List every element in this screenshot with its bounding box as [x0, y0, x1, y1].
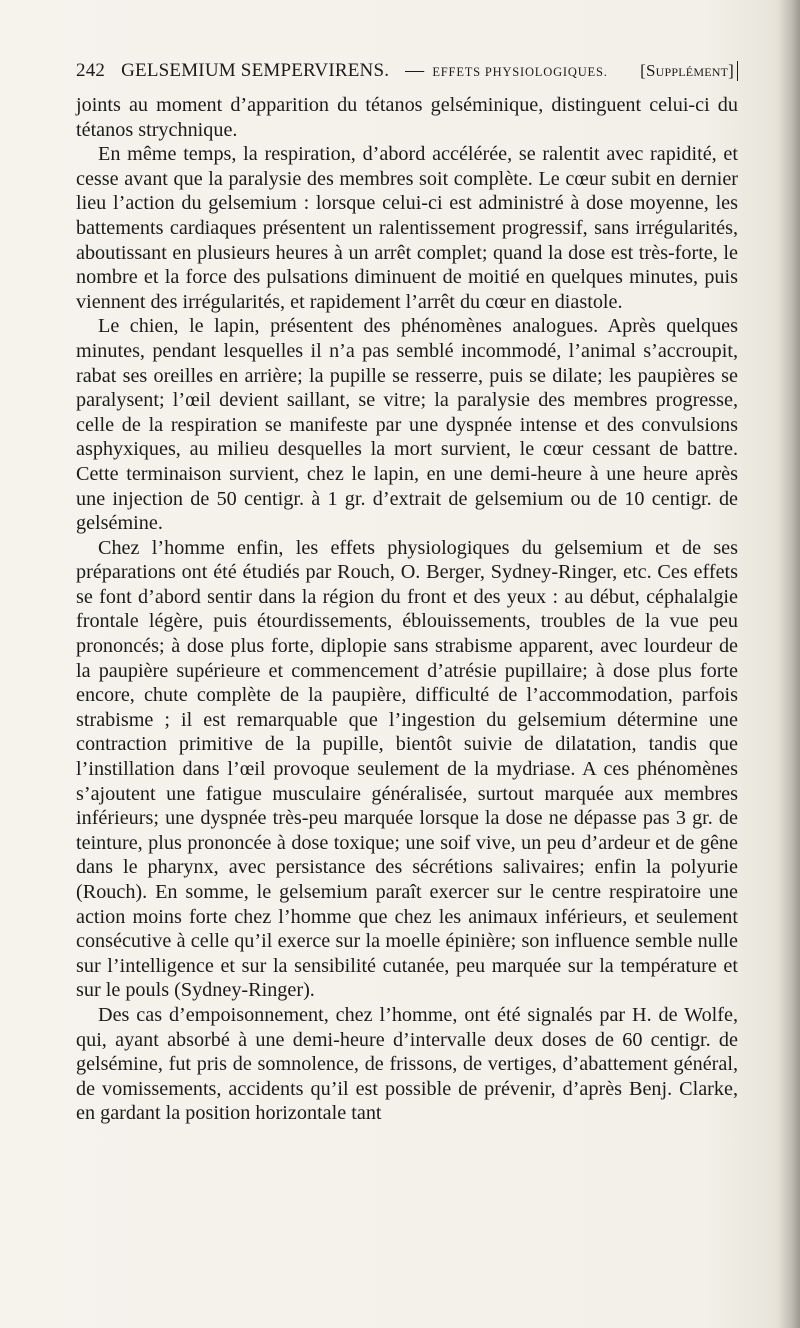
page-number: 242 — [76, 60, 106, 81]
header-dash: — — [405, 60, 425, 81]
paragraph: Chez l’homme enfin, les effets physiologiques du gelsemium et de ses préparations ont été étudiés par Rouch, O. Berger, Sydney-Ringer, etc. Ces effets se font d’abord sentir dans la région du front et des yeux : au début, céphalalgie frontale légère, puis étourdissements, éblouissements, troubles de la vue peu prononcés; à dose plus forte, diplopie sans strabisme apparent, avec lourdeur de la paupière supérieure et commencement d’atrésie pupillaire; à dose plus forte encore, chute complète de la paupière, difficulté de l’accommodation, parfois strabisme ; il est remarquable que l’ingestion du gelsemium détermine une contraction primitive de la pupille, bientôt suivie de dilatation, tandis que l’instillation dans l’œil provoque seulement de la mydriase. A ces phénomènes s’ajoutent une fatigue musculaire généralisée, surtout marquée aux membres inférieurs; une dyspnée très-peu marquée lorsque la dose ne dépasse pas 3 gr. de teinture, plus prononcée à dose toxique; une soif vive, un peu d’ardeur et de gêne dans le pharynx, avec persistance des sécrétions salivaires; enfin la polyurie (Rouch). En somme, le gelsemium paraît exercer sur le centre respiratoire une action moins forte chez l’homme que chez les animaux inférieurs, et seulement consécutive à celle qu’il exerce sur la moelle épinière; son influence semble nulle sur l’intelligence et sur la sensibilité cutanée, peu marquée sur la température et sur le pouls (Sydney-Ringer). — [76, 536, 738, 1002]
paragraph: En même temps, la respiration, d’abord accélérée, se ralentit avec rapidité, et cesse avant que la paralysie des membres soit complète. Le cœur subit en dernier lieu l’action du gelsemium : lorsque celui-ci est administré à dose moyenne, les battements cardiaques présentent un ralentissement progressif, sans irrégularités, aboutissant en plusieurs heures à un arrêt complet; quand la dose est très-forte, le nombre et la force des pulsations diminuent de moitié en quelques minutes, puis viennent des irrégularités, et rapidement l’arrêt du cœur en diastole. — [76, 143, 738, 313]
binding-shadow — [778, 0, 800, 1328]
running-title: GELSEMIUM SEMPERVIRENS. — [121, 60, 390, 81]
paragraph-continued: joints au moment d’apparition du tétanos gelséminique, distinguent celui-ci du tétanos strychnique. — [76, 94, 738, 141]
supplement-label: [Supplément] — [640, 61, 738, 81]
paragraph: Des cas d’empoisonnement, chez l’homme, ont été signalés par H. de Wolfe, qui, ayant absorbé à une demi-heure d’intervalle deux doses de 60 centigr. de gelsémine, fut pris de somnolence, de frissons, de vertiges, d’abattement général, de vomissements, accidents qu’il est possible de prévenir, d’après Benj. Clarke, en gardant la position horizontale tant — [76, 1003, 738, 1125]
body-text — [76, 93, 738, 1126]
section-title: EFFETS PHYSIOLOGIQUES. — [432, 65, 608, 79]
paragraph: Le chien, le lapin, présentent des phénomènes analogues. Après quelques minutes, pendant lesquelles il n’a pas semblé incommodé, l’animal s’accroupit, rabat ses oreilles en arrière; la pupille se resserre, puis se dilate; les paupières se paralysent; l’œil devient saillant, se vitre; la paralysie des membres progresse, celle de la respiration se manifeste par une dyspnée intense et des convulsions asphyxiques, au milieu desquelles la mort survient, le cœur cessant de battre. Cette terminaison survient, chez le lapin, en une demi-heure à une heure après une injection de 50 centigr. à 1 gr. d’extrait de gelsemium ou de 10 centigr. de gelsémine. — [76, 315, 738, 535]
running-header — [76, 60, 738, 90]
